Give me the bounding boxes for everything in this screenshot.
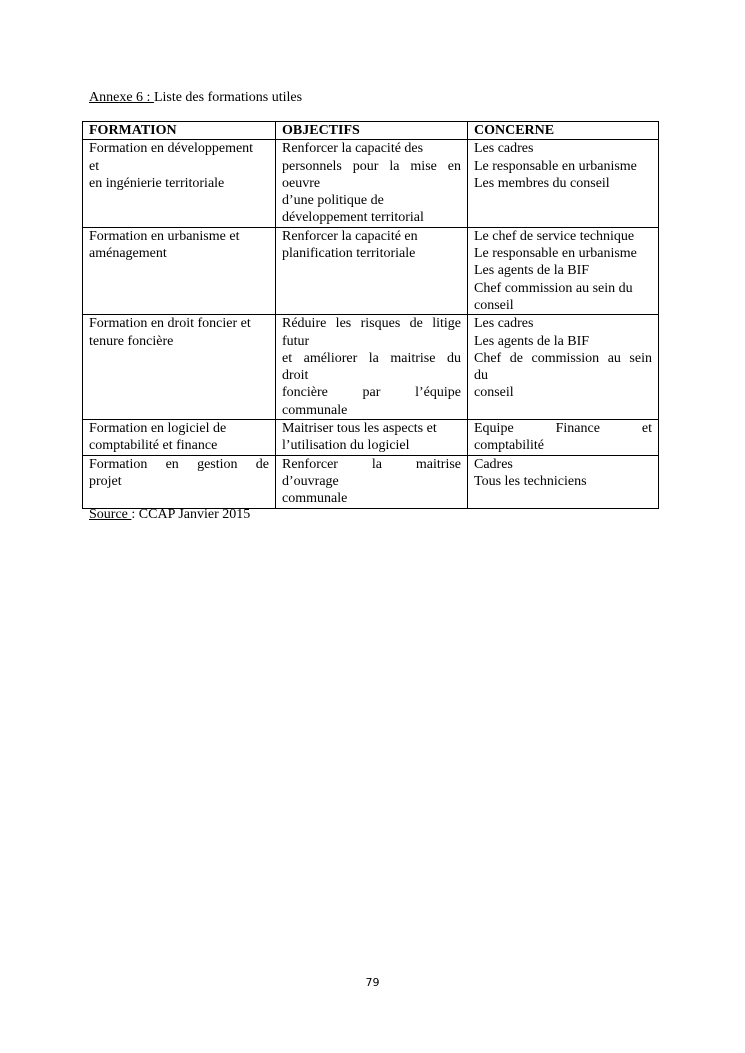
cell-line: tenure foncière — [89, 333, 174, 349]
cell-line: conseil — [474, 385, 514, 401]
cell-line: Le responsable en urbanisme — [474, 246, 637, 262]
cell-formation — [83, 420, 276, 456]
cell-line: Les agents de la BIF — [474, 263, 590, 279]
cell-line: Les cadres — [474, 316, 534, 332]
header-formation: FORMATION — [83, 122, 276, 140]
cell-concerne — [468, 455, 659, 508]
cell-line: Les cadres — [474, 141, 534, 157]
cell-line: Cadres — [474, 456, 513, 472]
cell-line: foncière par l’équipe — [282, 385, 461, 401]
cell-line: conseil — [474, 297, 514, 313]
table-caption — [89, 89, 302, 106]
cell-formation — [83, 315, 276, 420]
cell-objectifs — [276, 455, 468, 508]
source-note — [89, 506, 250, 523]
table-row — [83, 140, 659, 227]
caption-label: Annexe 6 : — [89, 90, 154, 105]
cell-line: Formation en développement — [89, 141, 254, 157]
cell-line: aménagement — [89, 246, 167, 262]
cell-line: Formation en logiciel de — [89, 421, 227, 437]
cell-objectifs — [276, 227, 468, 314]
cell-formation — [83, 140, 276, 227]
cell-line: d’une politique de — [282, 193, 384, 209]
cell-line: communale — [282, 402, 348, 418]
cell-line: Formation en droit foncier et — [89, 316, 251, 332]
table-row — [83, 315, 659, 420]
header-objectifs: OBJECTIFS — [276, 122, 468, 140]
cell-line: Chef commission au sein du — [474, 280, 633, 296]
cell-line: Renforcer la maitrise — [282, 456, 461, 472]
cell-line: comptabilité — [474, 438, 544, 454]
cell-line: développement territorial — [282, 210, 424, 226]
cell-line: Les membres du conseil — [474, 175, 610, 191]
cell-line: comptabilité et finance — [89, 438, 218, 454]
cell-concerne — [468, 140, 659, 227]
cell-concerne — [468, 315, 659, 420]
cell-objectifs — [276, 420, 468, 456]
cell-line: Maitriser tous les aspects et — [282, 421, 437, 437]
cell-line: Formation en urbanisme et — [89, 228, 240, 244]
cell-line: personnels pour la mise en — [282, 158, 461, 174]
cell-line: l’utilisation du logiciel — [282, 438, 410, 454]
table-row — [83, 227, 659, 314]
cell-line: et améliorer la maitrise du — [282, 350, 461, 366]
cell-objectifs — [276, 140, 468, 227]
cell-line: Les agents de la BIF — [474, 333, 590, 349]
cell-line: planification territoriale — [282, 246, 416, 262]
cell-formation — [83, 227, 276, 314]
cell-concerne — [468, 420, 659, 456]
source-text: : CCAP Janvier 2015 — [131, 507, 251, 522]
table-row — [83, 455, 659, 508]
cell-line: droit — [282, 368, 309, 384]
cell-line: Réduire les risques de litige — [282, 316, 461, 332]
page-number: 79 — [365, 976, 380, 989]
cell-line: oeuvre — [282, 175, 321, 191]
cell-line: du — [474, 368, 488, 384]
cell-line: futur — [282, 333, 310, 349]
cell-concerne — [468, 227, 659, 314]
cell-line: d’ouvrage — [282, 473, 339, 489]
cell-line: Le responsable en urbanisme — [474, 158, 637, 174]
cell-line: Renforcer la capacité en — [282, 228, 418, 244]
cell-formation — [83, 455, 276, 508]
caption-title: Liste des formations utiles — [153, 90, 303, 105]
cell-line: Tous les techniciens — [474, 473, 587, 489]
source-label: Source — [89, 507, 132, 522]
cell-line: Renforcer la capacité des — [282, 141, 424, 157]
cell-line: communale — [282, 491, 348, 507]
cell-line: Equipe Finance et — [474, 421, 652, 437]
table-row — [83, 420, 659, 456]
cell-line: Le chef de service technique — [474, 228, 635, 244]
cell-objectifs — [276, 315, 468, 420]
cell-line: projet — [89, 473, 122, 489]
table-header-row — [83, 122, 659, 140]
header-concerne: CONCERNE — [468, 122, 659, 140]
cell-line: Formation en gestion de — [89, 456, 269, 472]
cell-line: Chef de commission au sein — [474, 350, 652, 366]
formations-table — [82, 121, 659, 509]
cell-line: et — [89, 158, 100, 174]
cell-line: en ingénierie territoriale — [89, 175, 225, 191]
